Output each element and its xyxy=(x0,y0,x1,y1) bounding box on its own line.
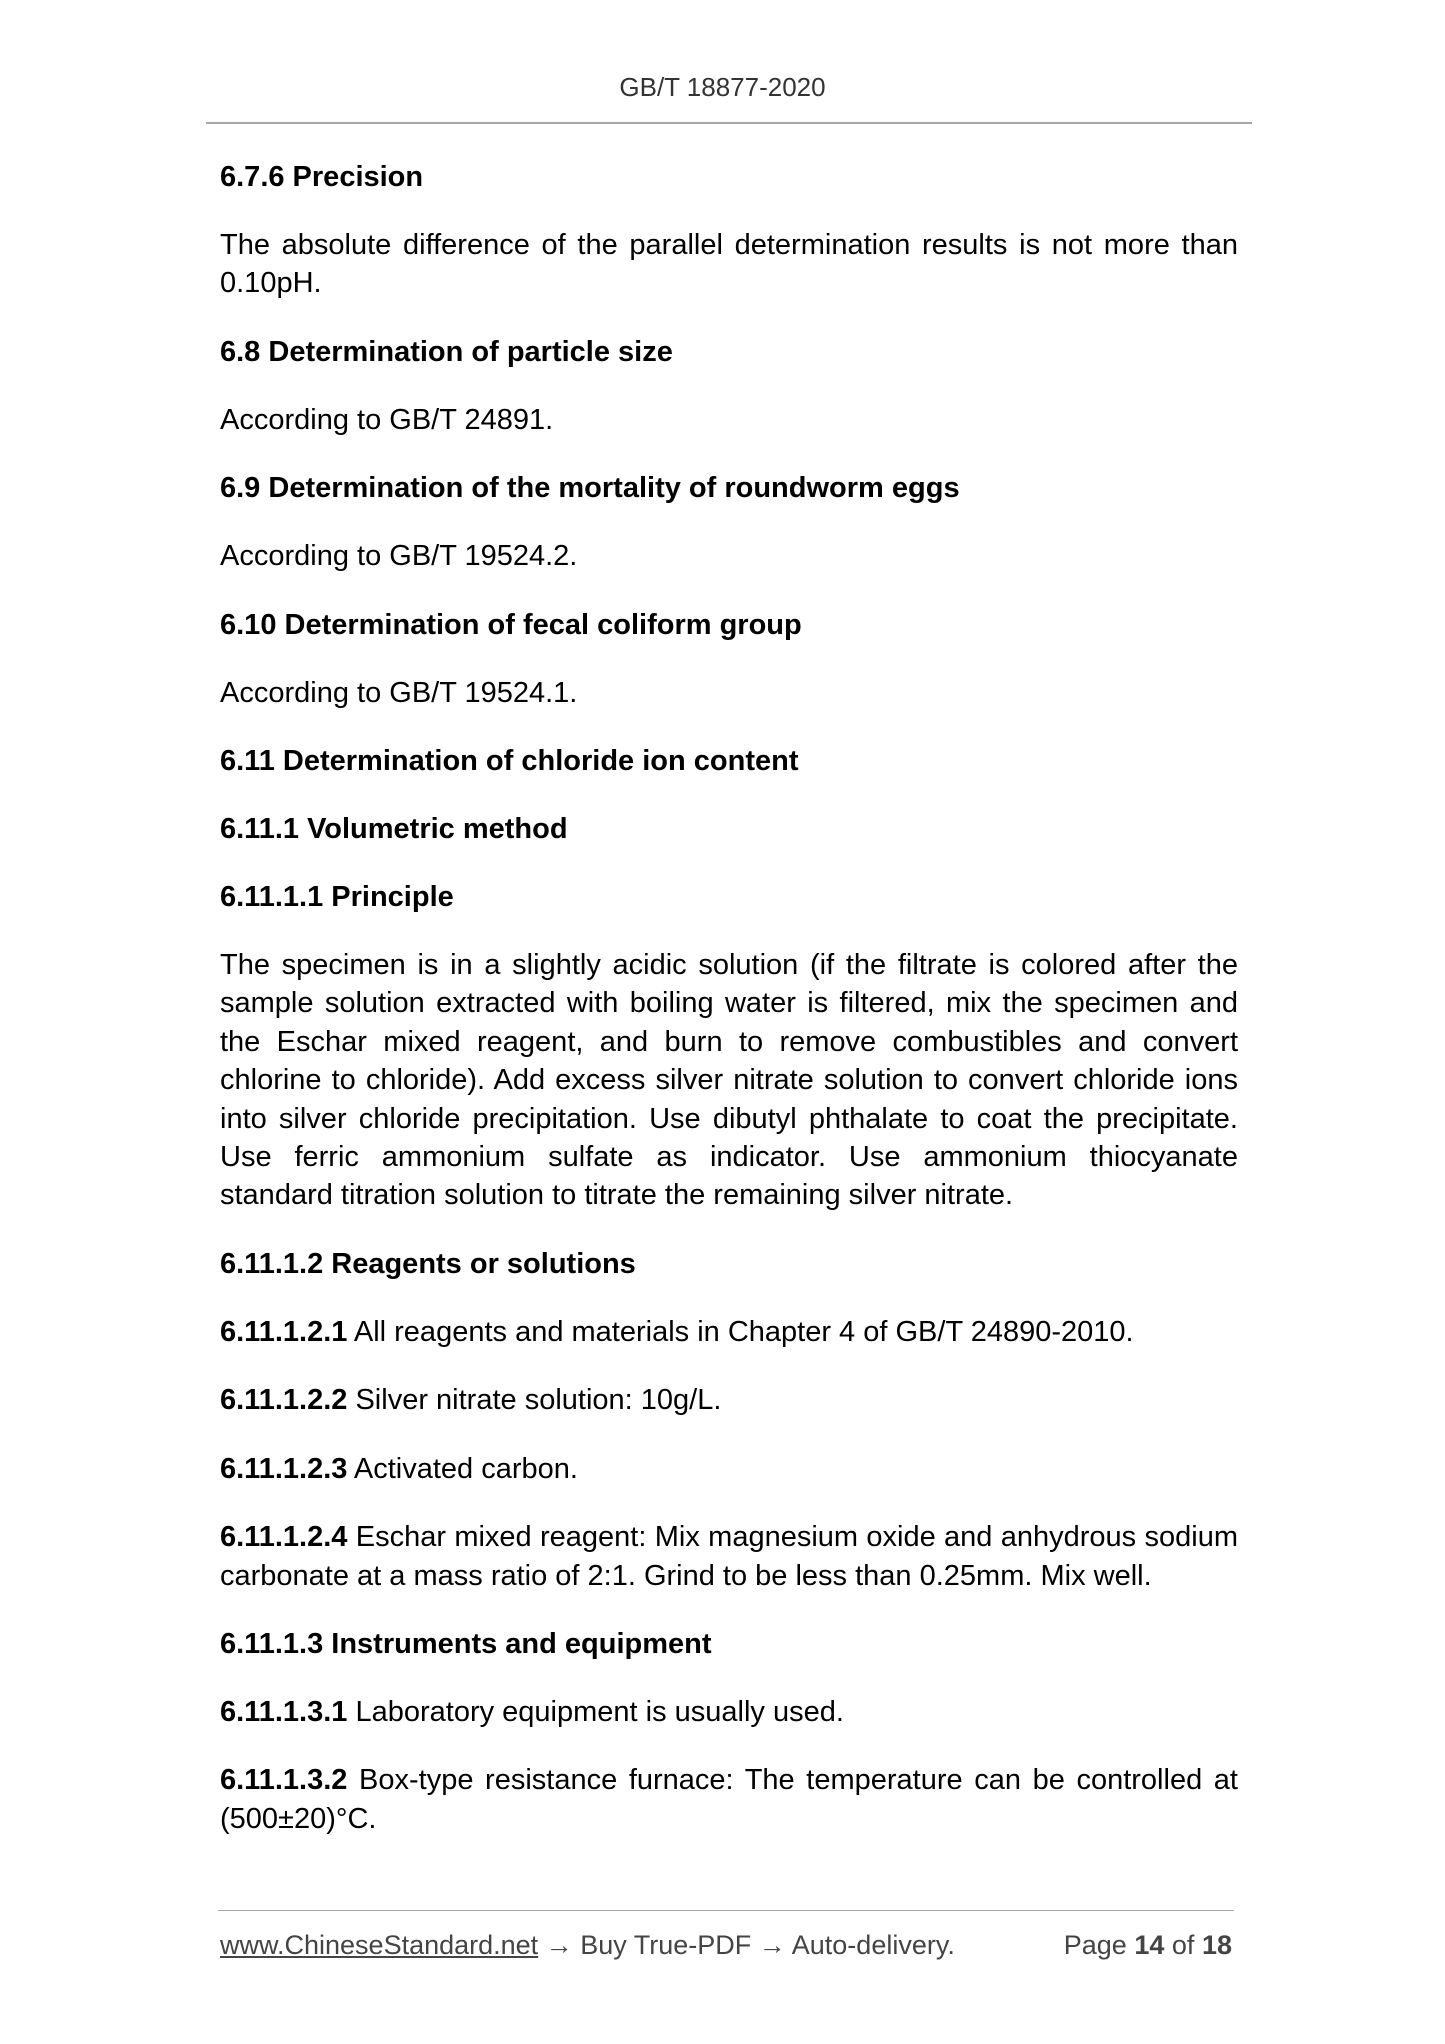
page-label: Page xyxy=(1063,1930,1127,1960)
section-heading-6-11-1-3: 6.11.1.3 Instruments and equipment xyxy=(220,1627,712,1660)
clause-number: 6.11.1.2.2 xyxy=(220,1384,348,1417)
section-heading-6-9: 6.9 Determination of the mortality of roundworm eggs xyxy=(220,472,960,505)
total-page-number: 18 xyxy=(1201,1930,1232,1960)
list-item xyxy=(220,1761,1238,1838)
list-item xyxy=(220,1693,1238,1731)
section-heading-6-8: 6.8 Determination of particle size xyxy=(220,335,673,368)
clause-number: 6.11.1.2.1 xyxy=(220,1315,348,1348)
section-heading-6-11-1: 6.11.1 Volumetric method xyxy=(220,813,568,846)
section-text-6-8: According to GB/T 24891. xyxy=(220,403,554,436)
section-heading-6-11-1-2: 6.11.1.2 Reagents or solutions xyxy=(220,1247,636,1280)
clause-text: Laboratory equipment is usually used. xyxy=(347,1695,844,1728)
page-indicator xyxy=(1064,1930,1232,1961)
page-header-title: GB/T 18877-2020 xyxy=(619,72,826,102)
clause-number: 6.11.1.2.3 xyxy=(220,1452,348,1485)
clause-text: Activated carbon. xyxy=(347,1452,578,1485)
clause-number: 6.11.1.3.2 xyxy=(220,1764,348,1797)
document-body xyxy=(220,158,1238,1868)
clause-text: All reagents and materials in Chapter 4 of GB/T 24890-2010. xyxy=(347,1315,1134,1348)
section-text-6-10: According to GB/T 19524.1. xyxy=(220,676,578,709)
current-page-number: 14 xyxy=(1134,1930,1165,1960)
website-link[interactable]: www.ChineseStandard.net xyxy=(220,1930,539,1960)
list-item xyxy=(220,1381,1238,1419)
list-item xyxy=(220,1518,1238,1595)
clause-text: Box-type resistance furnace: The temperature can be controlled at (500±20)°C. xyxy=(220,1764,1238,1835)
clause-text: Eschar mixed reagent: Mix magnesium oxide and anhydrous sodium carbonate at a mass ratio of 2:1. Grind to be less than 0.25mm. Mix well. xyxy=(220,1521,1238,1592)
auto-delivery-text: Auto-delivery. xyxy=(791,1930,955,1960)
clause-number: 6.11.1.3.1 xyxy=(220,1695,348,1728)
header-divider xyxy=(206,122,1252,124)
buy-true-pdf-text: Buy True-PDF xyxy=(580,1930,752,1960)
section-heading-6-7-6: 6.7.6 Precision xyxy=(220,161,424,193)
arrow-right-icon: → xyxy=(538,1930,581,1960)
section-text-6-9: According to GB/T 19524.2. xyxy=(220,540,578,573)
footer-promo xyxy=(220,1930,955,1961)
list-item xyxy=(220,1450,1238,1488)
list-item xyxy=(220,1313,1238,1351)
section-heading-6-11-1-1: 6.11.1.1 Principle xyxy=(220,881,454,914)
of-label: of xyxy=(1171,1930,1195,1960)
section-text-principle: The specimen is in a slightly acidic solution (if the filtrate is colored after the sample solution extracted with boiling water is filtered, mix the specimen and the Eschar mixed reagent, and burn to remove combustibles and convert chlorine to chloride). Add excess silver nitrate solution to convert chloride ions into silver chloride precipitation. Use dibutyl phthalate to coat the precipitate. Use ferric ammonium sulfate as indicator. Use ammonium thiocyanate standard titration solution to titrate the remaining silver nitrate. xyxy=(220,949,1238,1212)
arrow-right-icon: → xyxy=(751,1930,792,1960)
clause-number: 6.11.1.2.4 xyxy=(220,1521,348,1554)
clause-text: Silver nitrate solution: 10g/L. xyxy=(347,1384,722,1417)
section-heading-6-10: 6.10 Determination of fecal coliform group xyxy=(220,608,802,641)
section-heading-6-11: 6.11 Determination of chloride ion content xyxy=(220,745,799,778)
footer-divider xyxy=(218,1910,1234,1911)
section-text-6-7-6: The absolute difference of the parallel determination results is not more than 0.10pH. xyxy=(220,229,1238,300)
